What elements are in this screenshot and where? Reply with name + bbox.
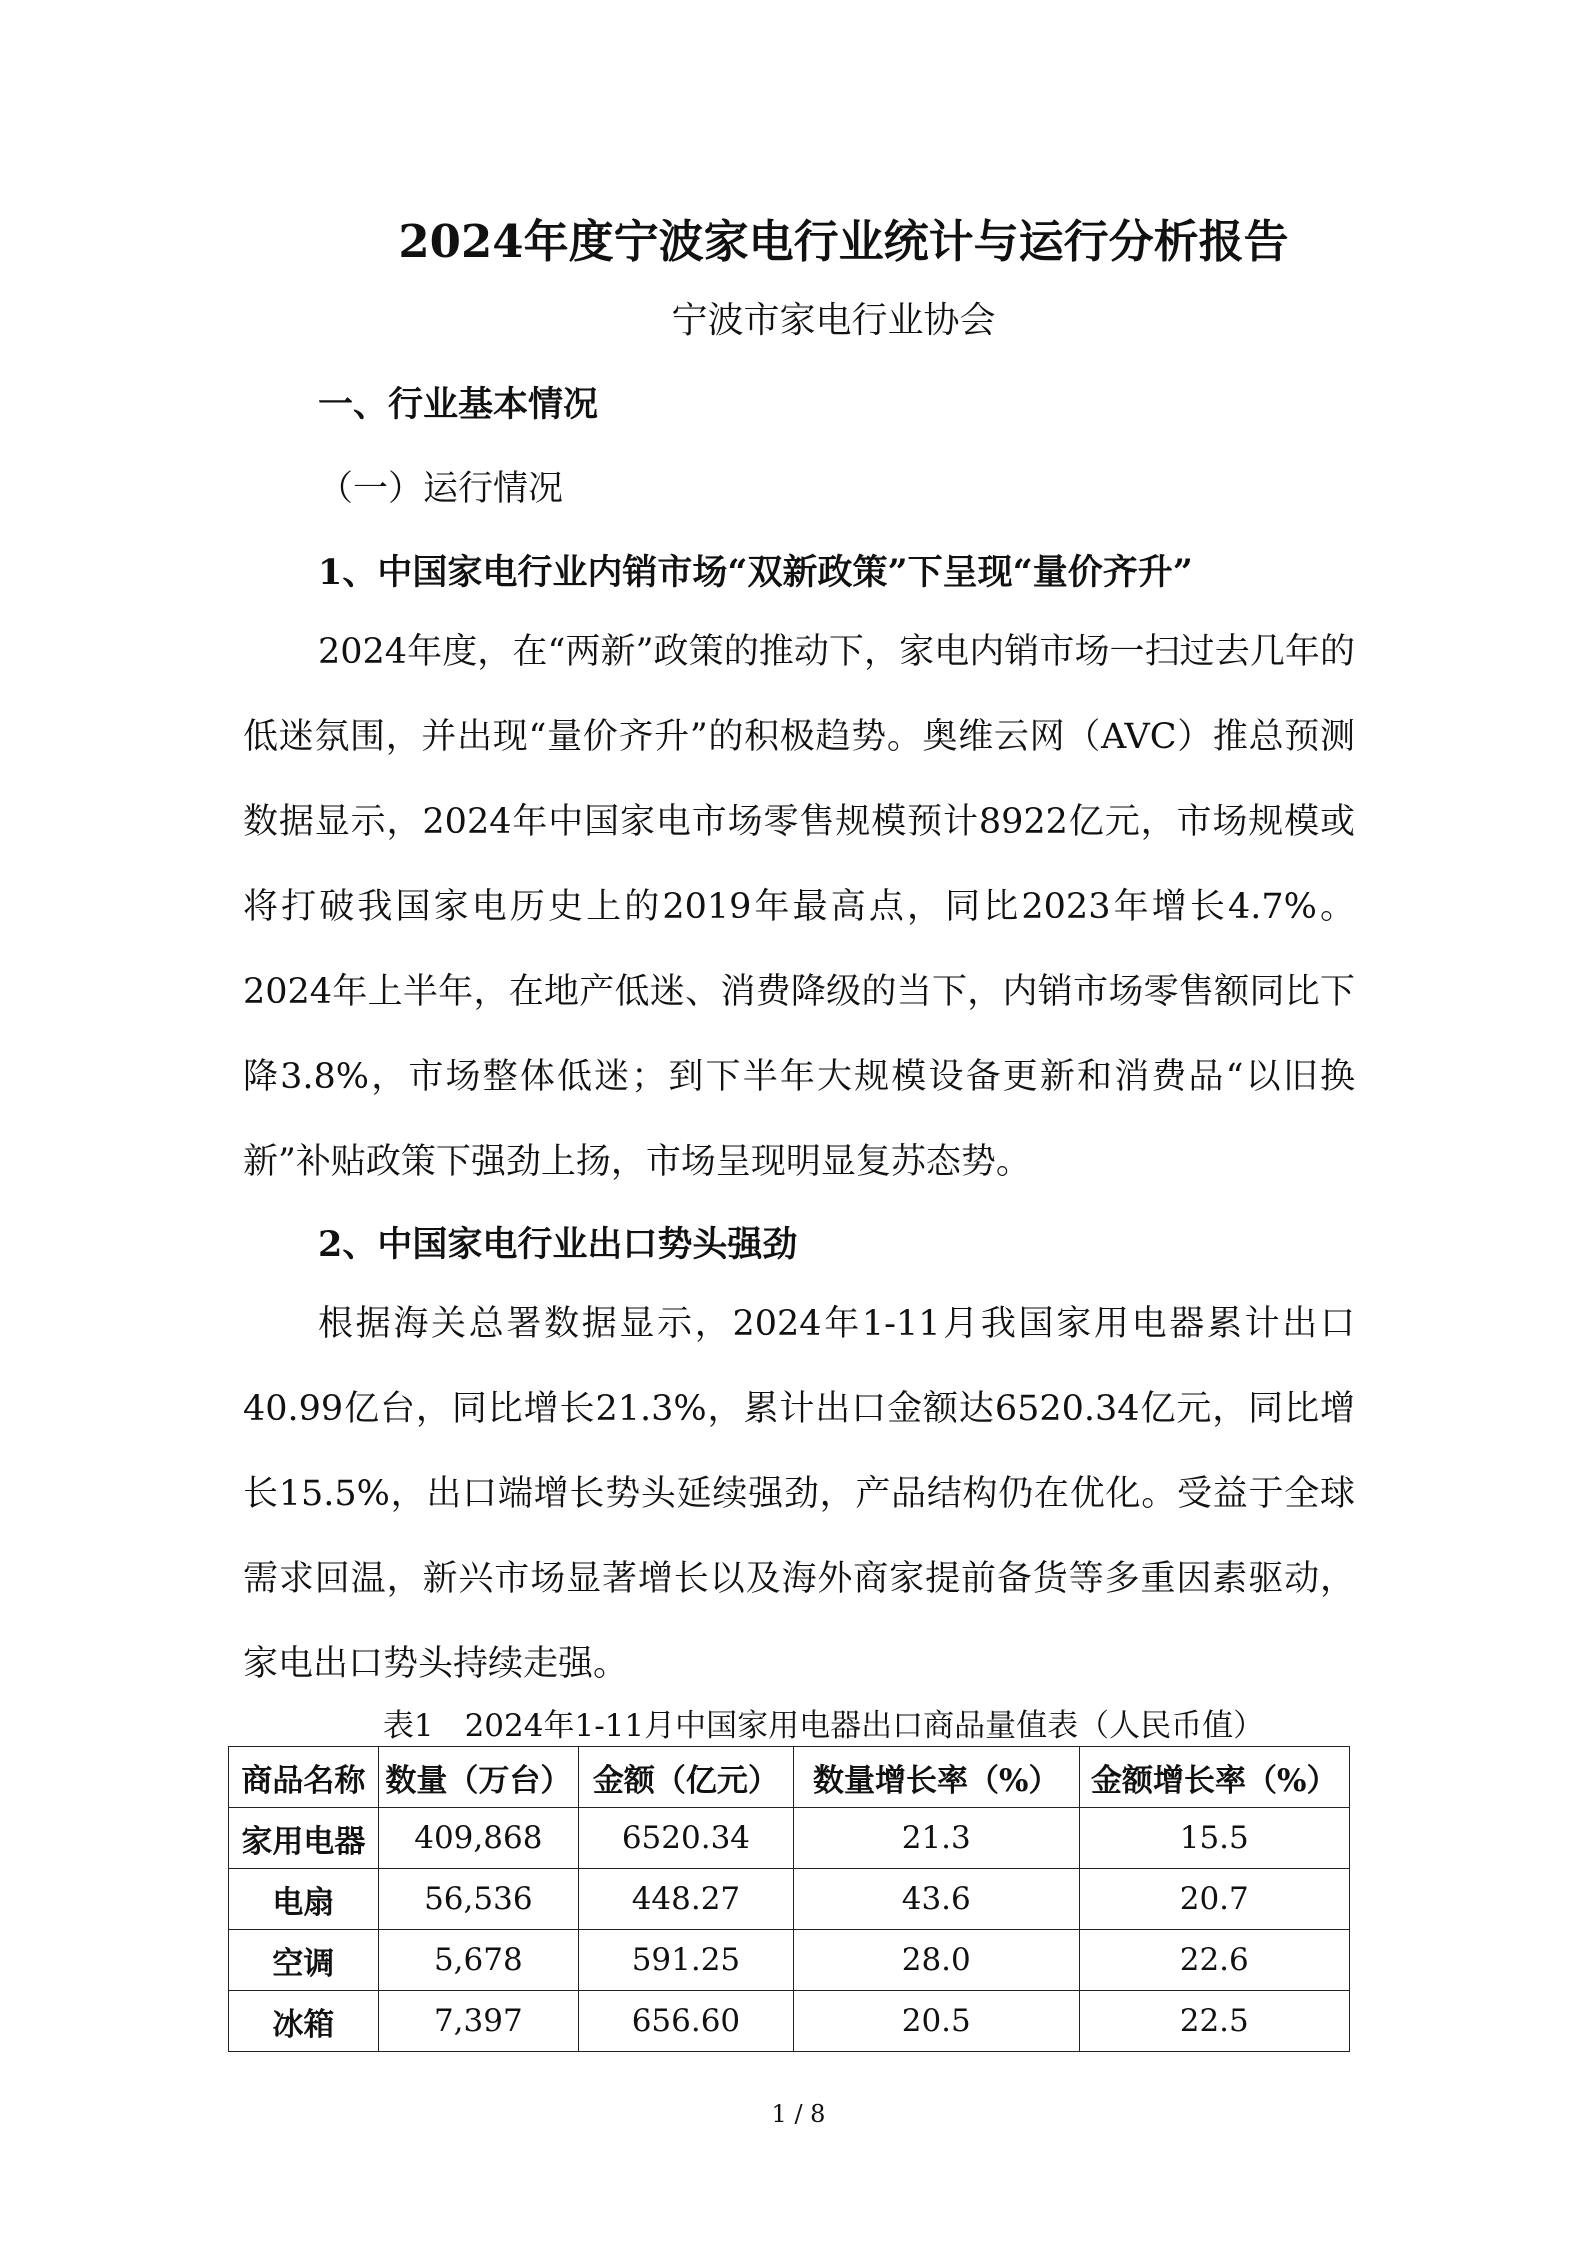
header-quantity: 数量（万台） <box>378 1747 578 1808</box>
table-row <box>229 1930 1350 1991</box>
page-number: 1 / 8 <box>771 2100 826 2128</box>
cell-quantity-growth: 20.5 <box>794 1991 1080 2052</box>
cell-product: 家用电器 <box>229 1808 379 1869</box>
header-amount: 金额（亿元） <box>578 1747 793 1808</box>
cell-quantity-growth: 43.6 <box>794 1869 1080 1930</box>
cell-product: 空调 <box>229 1930 379 1991</box>
cell-quantity-growth: 21.3 <box>794 1808 1080 1869</box>
cell-amount: 6520.34 <box>578 1808 793 1869</box>
document-title: 2024年度宁波家电行业统计与运行分析报告 <box>398 215 1289 268</box>
table-row <box>229 1808 1350 1869</box>
cell-quantity: 5,678 <box>378 1930 578 1991</box>
header-amount-growth: 金额增长率（%） <box>1079 1747 1349 1808</box>
cell-quantity: 7,397 <box>378 1991 578 2052</box>
cell-amount-growth: 15.5 <box>1079 1808 1349 1869</box>
table-caption: 表1 2024年1-11月中国家用电器出口商品量值表（人民币值） <box>382 1708 1265 1744</box>
section-heading: 一、行业基本情况 <box>318 384 599 425</box>
paragraph-domestic-market: 2024年度，在“两新”政策的推动下，家电内销市场一扫过去几年的低迷氛围，并出现“量价齐升”的积极趋势。奥维云网（AVC）推总预测数据显示，2024年中国家电市场零售规模预计8922亿元，市场规模或将打破我国家电历史上的2019年最高点，同比2023年增长4.7%。2024年上半年，在地产低迷、消费降级的当下，内销市场零售额同比下降3.8%，市场整体低迷；到下半年大规模设备更新和消费品“以旧换新”补贴政策下强劲上扬，市场呈现明显复苏态势。 <box>243 632 1355 1182</box>
cell-product: 电扇 <box>229 1869 379 1930</box>
cell-amount-growth: 22.6 <box>1079 1930 1349 1991</box>
header-product: 商品名称 <box>229 1747 379 1808</box>
export-table <box>228 1746 1350 2052</box>
cell-amount-growth: 22.5 <box>1079 1991 1349 2052</box>
subsection-heading: （一）运行情况 <box>318 469 564 509</box>
header-quantity-growth: 数量增长率（%） <box>794 1747 1080 1808</box>
heading-domestic-market: 1、中国家电行业内销市场“双新政策”下呈现“量价齐升” <box>318 552 1193 593</box>
table-row <box>229 1991 1350 2052</box>
paragraph-export: 根据海关总署数据显示，2024年1-11月我国家用电器累计出口40.99亿台，同比增长21.3%，累计出口金额达6520.34亿元，同比增长15.5%，出口端增长势头延续强劲，产品结构仍在优化。受益于全球需求回温，新兴市场显著增长以及海外商家提前备货等多重因素驱动，家电出口势头持续走强。 <box>243 1304 1355 1684</box>
cell-amount-growth: 20.7 <box>1079 1869 1349 1930</box>
table-row <box>229 1869 1350 1930</box>
document-author: 宁波市家电行业协会 <box>671 300 996 341</box>
table-header-row <box>229 1747 1350 1808</box>
heading-export: 2、中国家电行业出口势头强劲 <box>318 1224 798 1265</box>
cell-quantity: 409,868 <box>378 1808 578 1869</box>
cell-product: 冰箱 <box>229 1991 379 2052</box>
cell-amount: 656.60 <box>578 1991 793 2052</box>
cell-quantity-growth: 28.0 <box>794 1930 1080 1991</box>
cell-quantity: 56,536 <box>378 1869 578 1930</box>
cell-amount: 448.27 <box>578 1869 793 1930</box>
cell-amount: 591.25 <box>578 1930 793 1991</box>
